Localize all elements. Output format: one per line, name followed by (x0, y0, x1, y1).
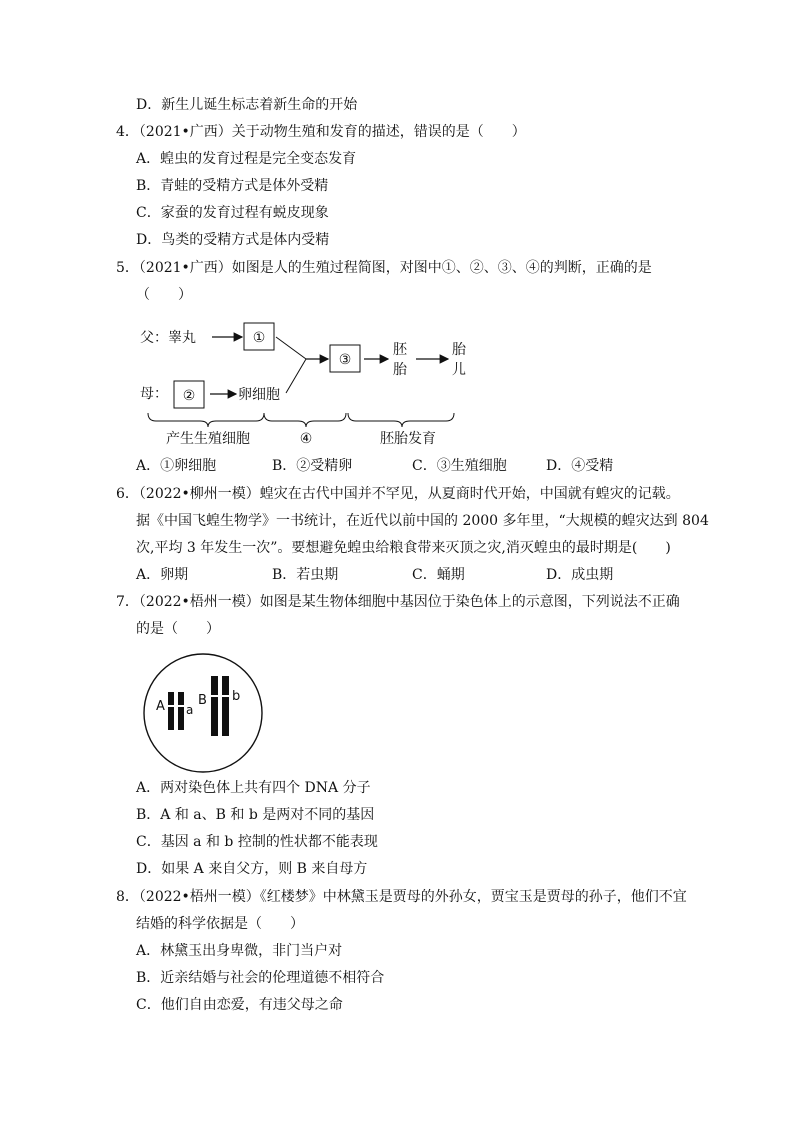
q6-option-c: C．蛹期 (412, 567, 465, 583)
chromosome-long-right (222, 676, 229, 736)
father-label: 父：睾丸 (140, 330, 196, 346)
q4-option-b: B．青蛙的受精方式是体外受精 (136, 178, 329, 194)
q8-stem-line2: 结婚的科学依据是（ ） (136, 916, 304, 932)
q6-stem-line2: 据《中国飞蝗生物学》一书统计，在近代以前中国的 2000 多年里，“大规模的蝗灾达到 804 (136, 513, 709, 529)
q4-option-d: D．鸟类的受精方式是体内受精 (136, 232, 330, 248)
q5-stem-line1: 5．（2021•广西）如图是人的生殖过程简图，对图中①、②、③、④的判断，正确的是 (116, 260, 652, 276)
chromosome-short-left (168, 692, 174, 730)
q4-option-c: C．家蚕的发育过程有蜕皮现象 (136, 205, 329, 221)
gene-locus-A (166, 705, 176, 707)
chromosome-long-left (211, 676, 218, 736)
reproduction-diagram (130, 315, 490, 450)
brace-gametes-label: 产生生殖细胞 (166, 431, 250, 447)
egg-label: 卵细胞 (238, 387, 280, 403)
embryo-label-bottom: 胎 (393, 362, 407, 378)
q5-option-c: C．③生殖细胞 (412, 458, 507, 474)
brace-gametes (148, 413, 264, 427)
fetus-label-bottom: 儿 (452, 362, 466, 378)
q7-option-c: C．基因 a 和 b 控制的性状都不能表现 (136, 834, 378, 850)
brace-development (348, 413, 454, 427)
q5-stem-line2: （ ） (136, 287, 192, 303)
box-3-label: ③ (338, 352, 352, 368)
q5-option-a: A．①卵细胞 (136, 458, 217, 474)
q7-option-d: D．如果 A 来自父方，则 B 来自母方 (136, 861, 368, 877)
q7-stem-line2: 的是（ ） (136, 621, 220, 637)
chromosome-short-right (178, 692, 184, 730)
q8-stem-line1: 8．（2022•梧州一模）《红楼梦》中林黛玉是贾母的外孙女，贾宝玉是贾母的孙子，他们不宜 (116, 889, 687, 905)
brace-development-label: 胚胎发育 (380, 431, 436, 447)
q5-option-d: D．④受精 (546, 458, 614, 474)
gene-locus-a (176, 705, 186, 707)
q6-option-d: D．成虫期 (546, 567, 614, 583)
mother-label: 母： (140, 386, 168, 402)
merge-line (276, 337, 306, 393)
brace-fertilization (264, 413, 346, 427)
embryo-label-top: 胚 (393, 342, 407, 358)
q4-option-a: A．蝗虫的发育过程是完全变态发育 (136, 151, 357, 167)
brace-fertilization-label: ④ (299, 431, 313, 447)
q5-option-b: B．②受精卵 (272, 458, 353, 474)
chromosome-diagram (140, 650, 266, 776)
gene-B-label: B (198, 693, 207, 708)
gene-A-label: A (156, 699, 165, 714)
q7-option-a: A．两对染色体上共有四个 DNA 分子 (136, 780, 371, 796)
q7-stem-line1: 7．（2022•梧州一模）如图是某生物体细胞中基因位于染色体上的示意图，下列说法不正确 (116, 594, 680, 610)
fetus-label-top: 胎 (452, 342, 466, 358)
q8-option-b: B．近亲结婚与社会的伦理道德不相符合 (136, 970, 385, 986)
q6-stem-line1: 6．（2022•柳州一模）蝗灾在古代中国并不罕见，从夏商时代开始，中国就有蝗灾的记载。 (116, 486, 680, 502)
gene-b-label: b (232, 689, 241, 704)
box-2-label: ② (182, 388, 196, 404)
q7-option-b: B．A 和 a、B 和 b 是两对不同的基因 (136, 807, 375, 823)
q4-stem: 4．（2021•广西）关于动物生殖和发育的描述，错误的是（ ） (116, 124, 526, 140)
q8-option-c: C．他们自由恋爱，有违父母之命 (136, 997, 343, 1013)
gene-a-label: a (186, 703, 194, 717)
q3-option-d: D．新生儿诞生标志着新生命的开始 (136, 97, 358, 113)
q6-option-b: B．若虫期 (272, 567, 339, 583)
q8-option-a: A．林黛玉出身卑微，非门当户对 (136, 943, 343, 959)
gene-locus-B (209, 695, 220, 697)
gene-locus-b (220, 695, 231, 697)
q6-option-a: A．卵期 (136, 567, 189, 583)
q6-stem-line3: 次,平均 3 年发生一次”。要想避免蝗虫给粮食带来灭顶之灾,消灭蝗虫的最时期是( ) (136, 540, 671, 556)
box-1-label: ① (252, 330, 266, 346)
